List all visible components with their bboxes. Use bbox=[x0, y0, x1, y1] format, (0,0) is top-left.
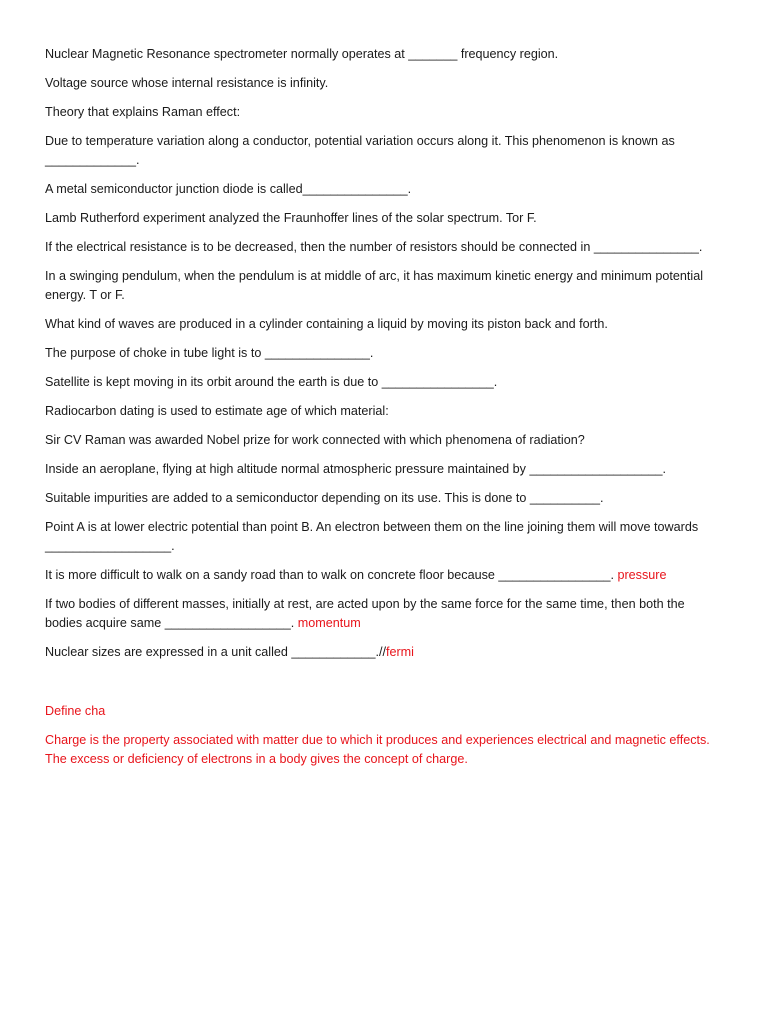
question-text: The purpose of choke in tube light is to _______________. bbox=[45, 346, 374, 360]
question-text: Sir CV Raman was awarded Nobel prize for work connected with which phenomena of radiation? bbox=[45, 433, 585, 447]
question-3 bbox=[45, 103, 725, 122]
definition-body: Charge is the property associated with matter due to which it produces and experiences electrical and magnetic effects. The excess or deficiency of electrons in a body gives the concept of charge. bbox=[45, 733, 710, 766]
question-text: Satellite is kept moving in its orbit around the earth is due to ________________. bbox=[45, 375, 498, 389]
question-answer: momentum bbox=[294, 616, 361, 630]
question-text: Lamb Rutherford experiment analyzed the Fraunhoffer lines of the solar spectrum. Tor F. bbox=[45, 211, 537, 225]
question-13 bbox=[45, 431, 725, 450]
question-text: Radiocarbon dating is used to estimate age of which material: bbox=[45, 404, 389, 418]
question-11 bbox=[45, 373, 725, 392]
question-answer: fermi bbox=[385, 645, 414, 659]
question-14 bbox=[45, 460, 725, 479]
question-text: Theory that explains Raman effect: bbox=[45, 105, 241, 119]
question-text: In a swinging pendulum, when the pendulum is at middle of arc, it has maximum kinetic energy and minimum potential energy. T or F. bbox=[45, 269, 704, 302]
question-1 bbox=[45, 45, 725, 64]
question-9 bbox=[45, 315, 725, 334]
question-15 bbox=[45, 489, 725, 508]
question-10 bbox=[45, 344, 725, 363]
question-text: Due to temperature variation along a conductor, potential variation occurs along it. This phenomenon is known as _____________. bbox=[45, 134, 675, 167]
question-5 bbox=[45, 180, 725, 199]
question-text: It is more difficult to walk on a sandy road than to walk on concrete floor because ________________. bbox=[45, 568, 614, 582]
question-text: Inside an aeroplane, flying at high altitude normal atmospheric pressure maintained by ___________________. bbox=[45, 462, 667, 476]
question-text: What kind of waves are produced in a cylinder containing a liquid by moving its piston back and forth. bbox=[45, 317, 608, 331]
question-text: Suitable impurities are added to a semiconductor depending on its use. This is done to __________. bbox=[45, 491, 604, 505]
question-text: Point A is at lower electric potential than point B. An electron between them on the line joining them will move towards __________________. bbox=[45, 520, 699, 553]
question-text: Nuclear sizes are expressed in a unit called ____________.// bbox=[45, 645, 386, 659]
question-8 bbox=[45, 267, 725, 305]
question-18 bbox=[45, 595, 725, 633]
question-7 bbox=[45, 238, 725, 257]
question-text: Nuclear Magnetic Resonance spectrometer normally operates at _______ frequency region. bbox=[45, 47, 559, 61]
question-text: A metal semiconductor junction diode is called_______________. bbox=[45, 182, 412, 196]
question-text: If two bodies of different masses, initially at rest, are acted upon by the same force for the same time, then both the bodies acquire same __________________. bbox=[45, 597, 685, 630]
question-2 bbox=[45, 74, 725, 93]
question-text: If the electrical resistance is to be decreased, then the number of resistors should be connected in _______________. bbox=[45, 240, 703, 254]
question-answer: pressure bbox=[613, 568, 667, 582]
question-text: Voltage source whose internal resistance is infinity. bbox=[45, 76, 329, 90]
question-4 bbox=[45, 132, 725, 170]
question-16 bbox=[45, 518, 725, 556]
question-12 bbox=[45, 402, 725, 421]
question-19 bbox=[45, 643, 725, 662]
question-6 bbox=[45, 209, 725, 228]
definition-heading: Define cha bbox=[45, 704, 106, 718]
question-17 bbox=[45, 566, 725, 585]
